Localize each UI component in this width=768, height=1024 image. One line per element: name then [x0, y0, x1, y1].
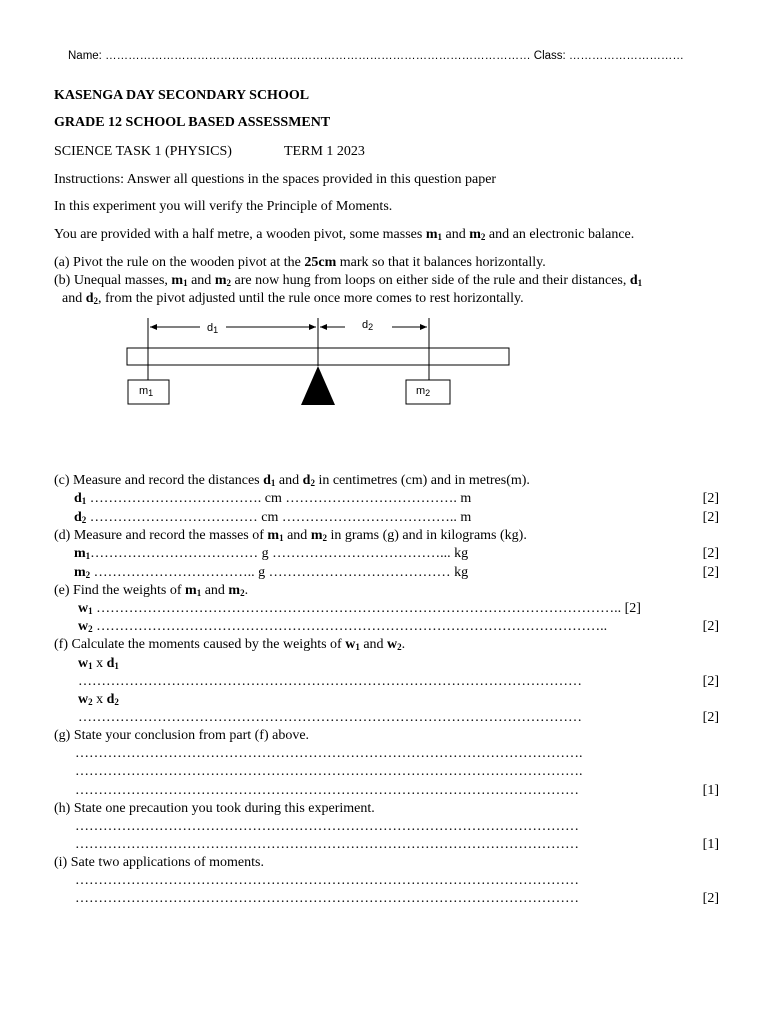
question-f: (f) Calculate the moments caused by the weights of $w_1$ and $w_2$.	[54, 637, 406, 652]
mark-h: [1]	[702, 837, 719, 852]
arrowhead-d1-right	[309, 324, 316, 330]
mark-e2: [2]	[702, 619, 719, 634]
provided-line: You are provided with a half metre, a wooden pivot, some masses $m_1$ and $m_2$ and an electronic balance.	[54, 227, 635, 242]
step-b: (b) Unequal masses, $m_1$ and $m_2$ are now hung from loops on either side of the rule and their distances, $d_1$	[54, 273, 643, 288]
diagram-label-d1: $d_1$	[207, 322, 219, 335]
aim: In this experiment you will verify the Principle of Moments.	[54, 199, 393, 214]
question-e: (e) Find the weights of $m_1$ and $m_2$.	[54, 583, 249, 598]
mark-f2: [2]	[702, 710, 719, 725]
mark-d2: [2]	[702, 565, 719, 580]
answer-i-line-2[interactable]: ………………………………………………………………………………………………	[75, 891, 579, 906]
answer-m2[interactable]: $m_2$ …………………………….. g ………………………………… kg	[74, 565, 469, 580]
mark-f1: [2]	[702, 674, 719, 689]
label-w1-d1: $w_1$ x $d_1$	[78, 656, 119, 671]
term-label: TERM 1 2023	[284, 144, 365, 159]
question-i: (i) Sate two applications of moments.	[54, 855, 264, 870]
school-name: KASENGA DAY SECONDARY SCHOOL	[54, 88, 310, 103]
answer-m1[interactable]: $m_1\dots\dots\dots\dots\dots\dots\dots\dots\dots\dots\dots\dots$ g ………………………………... kg	[74, 546, 469, 561]
answer-d1[interactable]: $d_1$ ………………………………. cm ………………………………. m	[74, 491, 472, 506]
task-title: SCIENCE TASK 1 (PHYSICS)	[54, 144, 232, 159]
diagram-label-d2: $d_2$	[362, 319, 374, 332]
answer-moment-1[interactable]: ………………………………………………………………………………………………	[78, 674, 582, 689]
diagram-label-m1: $m_1$	[139, 385, 154, 398]
arrowhead-d1-left	[150, 324, 157, 330]
label-w2-d2: $w_2$ x $d_2$	[78, 692, 119, 707]
assessment-title: GRADE 12 SCHOOL BASED ASSESSMENT	[54, 115, 331, 130]
answer-g-line-3[interactable]: ………………………………………………………………………………………………	[75, 783, 579, 798]
answer-w1[interactable]: $w_1$ ………………………………………………………………………………………………….. [2]	[78, 601, 641, 616]
arrowhead-d2-right	[420, 324, 427, 330]
question-d: (d) Measure and record the masses of $m_1$ and $m_2$ in grams (g) and in kilograms (kg).	[54, 528, 527, 543]
diagram-label-m2: $m_2$	[416, 385, 431, 398]
name-class-line[interactable]: Name: ………………………………………………………………………………………………… Class: …………………………	[68, 50, 684, 62]
arrowhead-d2-left	[320, 324, 327, 330]
step-a: (a) Pivot the rule on the wooden pivot at the 25cm mark so that it balances horizontally.	[54, 255, 546, 270]
answer-w2[interactable]: $w_2$ ………………………………………………………………………………………………..	[78, 619, 608, 634]
mark-c1: [2]	[702, 491, 719, 506]
question-c: (c) Measure and record the distances $d_1$ and $d_2$ in centimetres (cm) and in metres(m).	[54, 473, 530, 488]
answer-d2[interactable]: $d_2$ ……………………………… cm ……………………………….. m	[74, 510, 472, 525]
answer-h-line-2[interactable]: ………………………………………………………………………………………………	[75, 837, 579, 852]
mark-i: [2]	[702, 891, 719, 906]
mark-c2: [2]	[702, 510, 719, 525]
answer-moment-2[interactable]: ………………………………………………………………………………………………	[78, 710, 582, 725]
step-b-cont: and $d_2$, from the pivot adjusted until the rule once more comes to rest horizontally.	[62, 291, 524, 306]
instructions: Instructions: Answer all questions in the spaces provided in this question paper	[54, 172, 497, 187]
answer-g-line-2[interactable]: ……………………………………………………………………………………………….	[75, 764, 583, 779]
mark-d1: [2]	[702, 546, 719, 561]
answer-i-line-1[interactable]: ………………………………………………………………………………………………	[75, 873, 579, 888]
answer-h-line-1[interactable]: ………………………………………………………………………………………………	[75, 819, 579, 834]
question-g: (g) State your conclusion from part (f) above.	[54, 728, 310, 743]
question-h: (h) State one precaution you took during this experiment.	[54, 801, 375, 816]
mark-g: [1]	[702, 783, 719, 798]
answer-g-line-1[interactable]: ……………………………………………………………………………………………….	[75, 746, 583, 761]
wooden-pivot	[301, 366, 335, 405]
